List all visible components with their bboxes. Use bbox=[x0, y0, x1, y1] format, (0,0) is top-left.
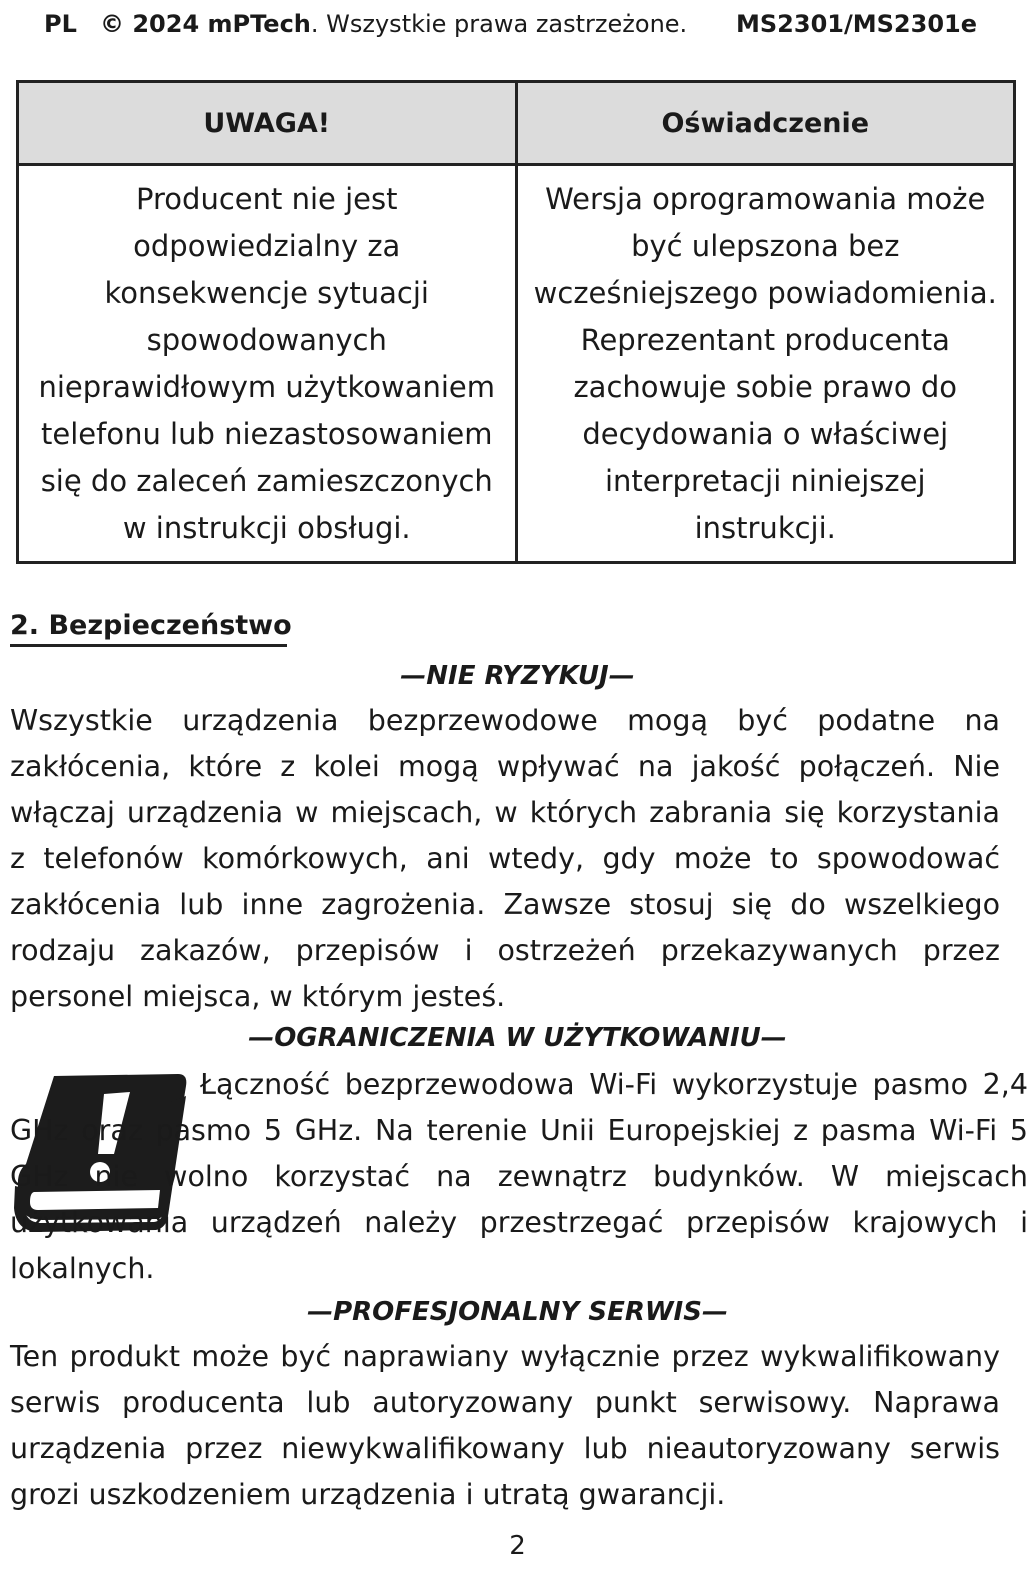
model-number: MS2301/MS2301e bbox=[736, 10, 977, 38]
declaration-text: Wersja oprogramowania może być ulepszona bez wcześniejszego powiadomienia. Reprezentant producenta zachowuje sobie prawo do decydowania o właściwej interpretacji niniejszej instrukcji. bbox=[516, 165, 1015, 563]
subheading-dont-risk: —NIE RYZYKUJ— bbox=[400, 661, 635, 691]
subheading-professional-service: —PROFESJONALNY SERWIS— bbox=[307, 1297, 728, 1327]
page-number: 2 bbox=[509, 1531, 526, 1561]
notice-table bbox=[16, 80, 1016, 564]
language-code: PL bbox=[44, 10, 77, 38]
declaration-header: Oświadczenie bbox=[516, 82, 1015, 165]
page-header bbox=[0, 6, 1035, 42]
copyright-rest: . Wszystkie prawa zastrzeżone. bbox=[310, 10, 688, 38]
paragraph-usage-restrictions: Łączność bezprzewodowa Wi-Fi wykorzystuje pasmo 2,4 GHz oraz pasmo 5 GHz. Na terenie Unii Europejskiej z pasma Wi-Fi 5 GHz nie wolno korzystać na zewnątrz budynków. W miejscach użytkowania urządzeń należy przestrzegać przepisów krajowych i lokalnych. bbox=[10, 1068, 1028, 1285]
warning-header: UWAGA! bbox=[18, 82, 517, 165]
warning-text: Producent nie jest odpowiedzialny za konsekwencje sytuacji spowodowanych nieprawidłowym użytkowaniem telefonu lub niezastosowaniem się do zaleceń zamieszczonych w instrukcji obsługi. bbox=[18, 165, 517, 563]
copyright-notice bbox=[100, 6, 687, 42]
paragraph-dont-risk: Wszystkie urządzenia bezprzewodowe mogą być podatne na zakłócenia, które z kolei mogą wpływać na jakość połączeń. Nie włączaj urządzenia w miejscach, w których zabrania się korzystania z telefonów komórkowych, ani wtedy, gdy może to spowodować zakłócenia lub inne zagrożenia. Zawsze stosuj się do wszelkiego rodzaju zakazów, przepisów i ostrzeżeń przekazywanych przez personel miejsca, w którym jesteś. bbox=[10, 704, 1000, 1013]
subheading-usage-restrictions: —OGRANICZENIA W UŻYTKOWANIU— bbox=[248, 1023, 787, 1053]
section-title: 2. Bezpieczeństwo bbox=[10, 610, 292, 641]
section-title-underline bbox=[10, 644, 287, 647]
paragraph-professional-service: Ten produkt może być naprawiany wyłącznie przez wykwalifikowany serwis producenta lub autoryzowany punkt serwisowy. Naprawa urządzenia przez niewykwalifikowany lub nieautoryzowany serwis grozi uszkodzeniem urządzenia i utratą gwarancji. bbox=[10, 1340, 1000, 1511]
copyright-holder: © 2024 mPTech bbox=[100, 10, 311, 38]
